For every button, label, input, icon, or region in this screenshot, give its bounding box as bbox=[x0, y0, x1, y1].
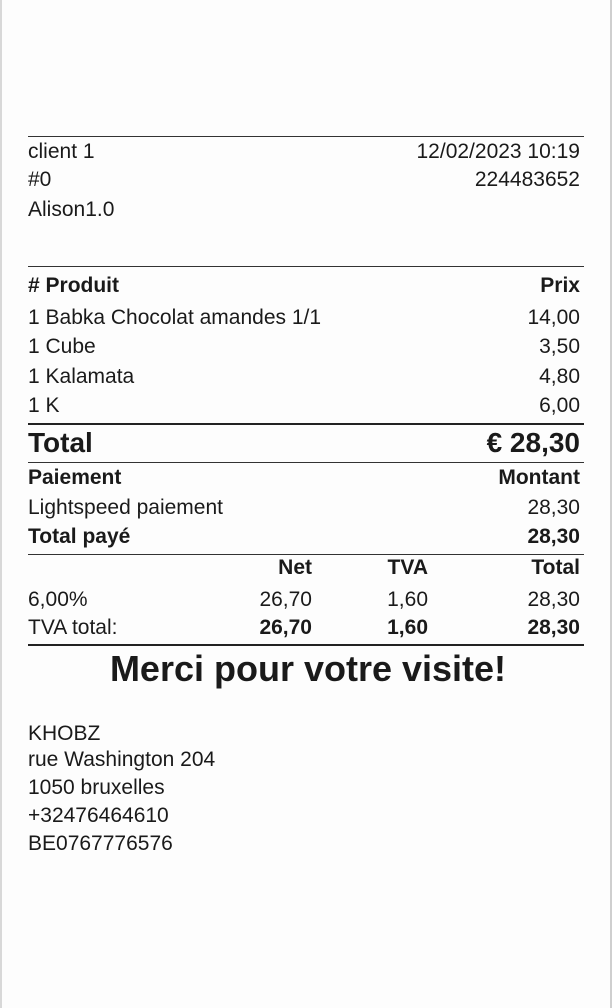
total-value: € 28,30 bbox=[486, 427, 580, 458]
payment-header-label: Paiement bbox=[28, 466, 122, 489]
product-item: 1 Cube bbox=[28, 335, 96, 358]
product-item: 1 Kalamata bbox=[28, 365, 135, 388]
product-price: 3,50 bbox=[539, 335, 580, 358]
store-street: rue Washington 204 bbox=[28, 748, 216, 771]
product-price: 14,00 bbox=[527, 306, 580, 329]
tax-header-tva: TVA bbox=[387, 556, 428, 579]
tax-total-tva: 1,60 bbox=[387, 616, 428, 639]
divider bbox=[28, 423, 584, 425]
ticket-id: 224483652 bbox=[474, 168, 580, 191]
products-header-price: Prix bbox=[540, 274, 580, 297]
tax-total-total: 28,30 bbox=[527, 616, 580, 639]
divider bbox=[28, 462, 584, 463]
tax-header-net: Net bbox=[278, 556, 312, 579]
tax-rate-total: 28,30 bbox=[527, 588, 580, 611]
operator-name: Alison1.0 bbox=[28, 198, 115, 221]
receipt-number: #0 bbox=[28, 168, 52, 191]
divider bbox=[28, 136, 584, 137]
tax-header-total: Total bbox=[531, 556, 580, 579]
product-price: 6,00 bbox=[539, 394, 580, 417]
product-item: 1 K bbox=[28, 394, 60, 417]
products-header-label: # Produit bbox=[28, 274, 120, 297]
tax-rate-tva: 1,60 bbox=[387, 588, 428, 611]
total-label: Total bbox=[28, 427, 93, 458]
divider bbox=[28, 266, 584, 267]
tax-total-net: 26,70 bbox=[259, 616, 312, 639]
client-name: client 1 bbox=[28, 140, 95, 163]
payment-method-amount: 28,30 bbox=[527, 496, 580, 519]
product-item: 1 Babka Chocolat amandes 1/1 bbox=[28, 306, 322, 329]
receipt-datetime: 12/02/2023 10:19 bbox=[416, 140, 580, 163]
product-price: 4,80 bbox=[539, 365, 580, 388]
store-phone: +32476464610 bbox=[28, 804, 169, 827]
divider bbox=[28, 554, 584, 555]
tax-rate-net: 26,70 bbox=[259, 588, 312, 611]
store-name: KHOBZ bbox=[28, 722, 101, 745]
payment-header-amount: Montant bbox=[498, 466, 580, 489]
tax-total-label: TVA total: bbox=[28, 616, 118, 639]
store-city: 1050 bruxelles bbox=[28, 776, 165, 799]
total-paid-label: Total payé bbox=[28, 525, 131, 548]
payment-method: Lightspeed paiement bbox=[28, 496, 223, 519]
tax-rate: 6,00% bbox=[28, 588, 88, 611]
total-paid-amount: 28,30 bbox=[527, 525, 580, 548]
store-vat-number: BE0767776576 bbox=[28, 832, 173, 855]
divider bbox=[28, 644, 584, 646]
thank-you-message: Merci pour votre visite! bbox=[109, 648, 507, 689]
